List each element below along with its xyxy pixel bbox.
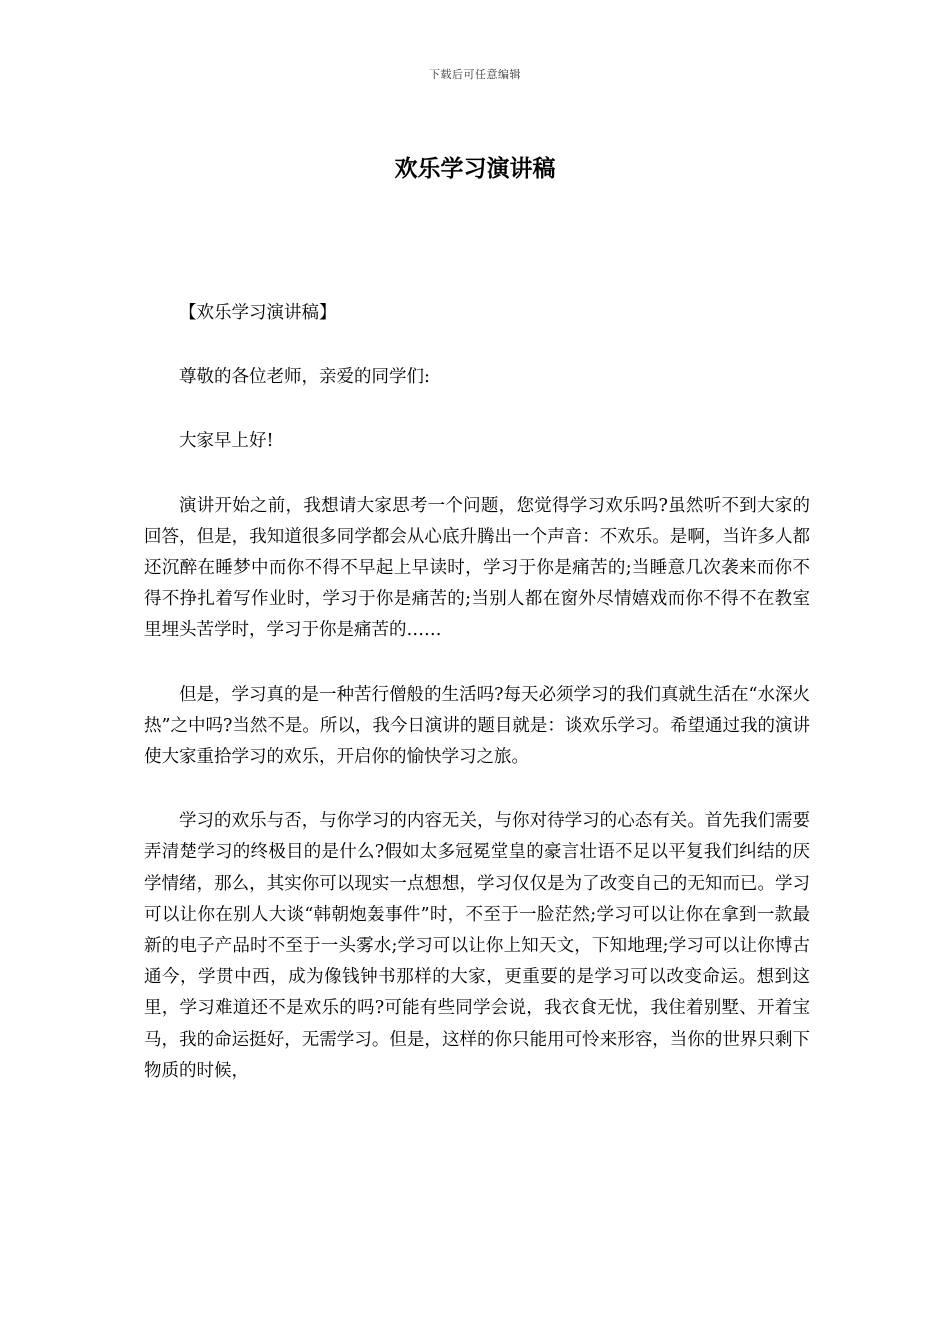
paragraph-body: 学习的欢乐与否，与你学习的内容无关，与你对待学习的心态有关。首先我们需要弄清楚学习的终极目的是什么?假如太多冠冕堂皇的豪言壮语不足以平复我们纠结的厌学情绪，那么，其实你可以现实一点想想，学习仅仅是为了改变自己的无知而已。学习可以让你在别人大谈“韩朝炮轰事件”时，不至于一脸茫然;学习可以让你在拿到一款最新的电子产品时不至于一头雾水;学习可以让你上知天文，下知地理;学习可以让你博古通今，学贯中西，成为像钱钟书那样的大家，更重要的是学习可以改变命运。想到这里，学习难道还不是欢乐的吗?可能有些同学会说，我衣食无忧，我住着别墅、开着宝马，我的命运挺好，无需学习。但是，这样的你只能用可怜来形容，当你的世界只剩下物质的时候， [144,811,810,1081]
header-note: 下载后可任意编辑 [429,68,521,81]
paragraph-body: 演讲开始之前，我想请大家思考一个问题，您觉得学习欢乐吗?虽然听不到大家的回答，但是，我知道很多同学都会从心底升腾出一个声音：不欢乐。是啊，当许多人都还沉醉在睡梦中而你不得不早起上早读时，学习于你是痛苦的;当睡意几次袭来而你不得不挣扎着写作业时，学习于你是痛苦的;当别人都在窗外尽情嬉戏而你不得不在教室里埋头苦学时，学习于你是痛苦的…… [144,495,810,641]
document-title: 欢乐学习演讲稿 [394,155,556,182]
paragraph-hello: 大家早上好! [179,431,274,452]
paragraph-greeting: 尊敬的各位老师，亲爱的同学们: [179,367,430,388]
paragraph-body: 但是，学习真的是一种苦行僧般的生活吗?每天必须学习的我们真就生活在“水深火热”之中吗?当然不是。所以，我今日演讲的题目就是：谈欢乐学习。希望通过我的演讲使大家重拾学习的欢乐，开启你的愉快学习之旅。 [144,684,810,768]
document-body [144,298,810,1087]
paragraph-tag: 【欢乐学习演讲稿】 [179,303,337,323]
